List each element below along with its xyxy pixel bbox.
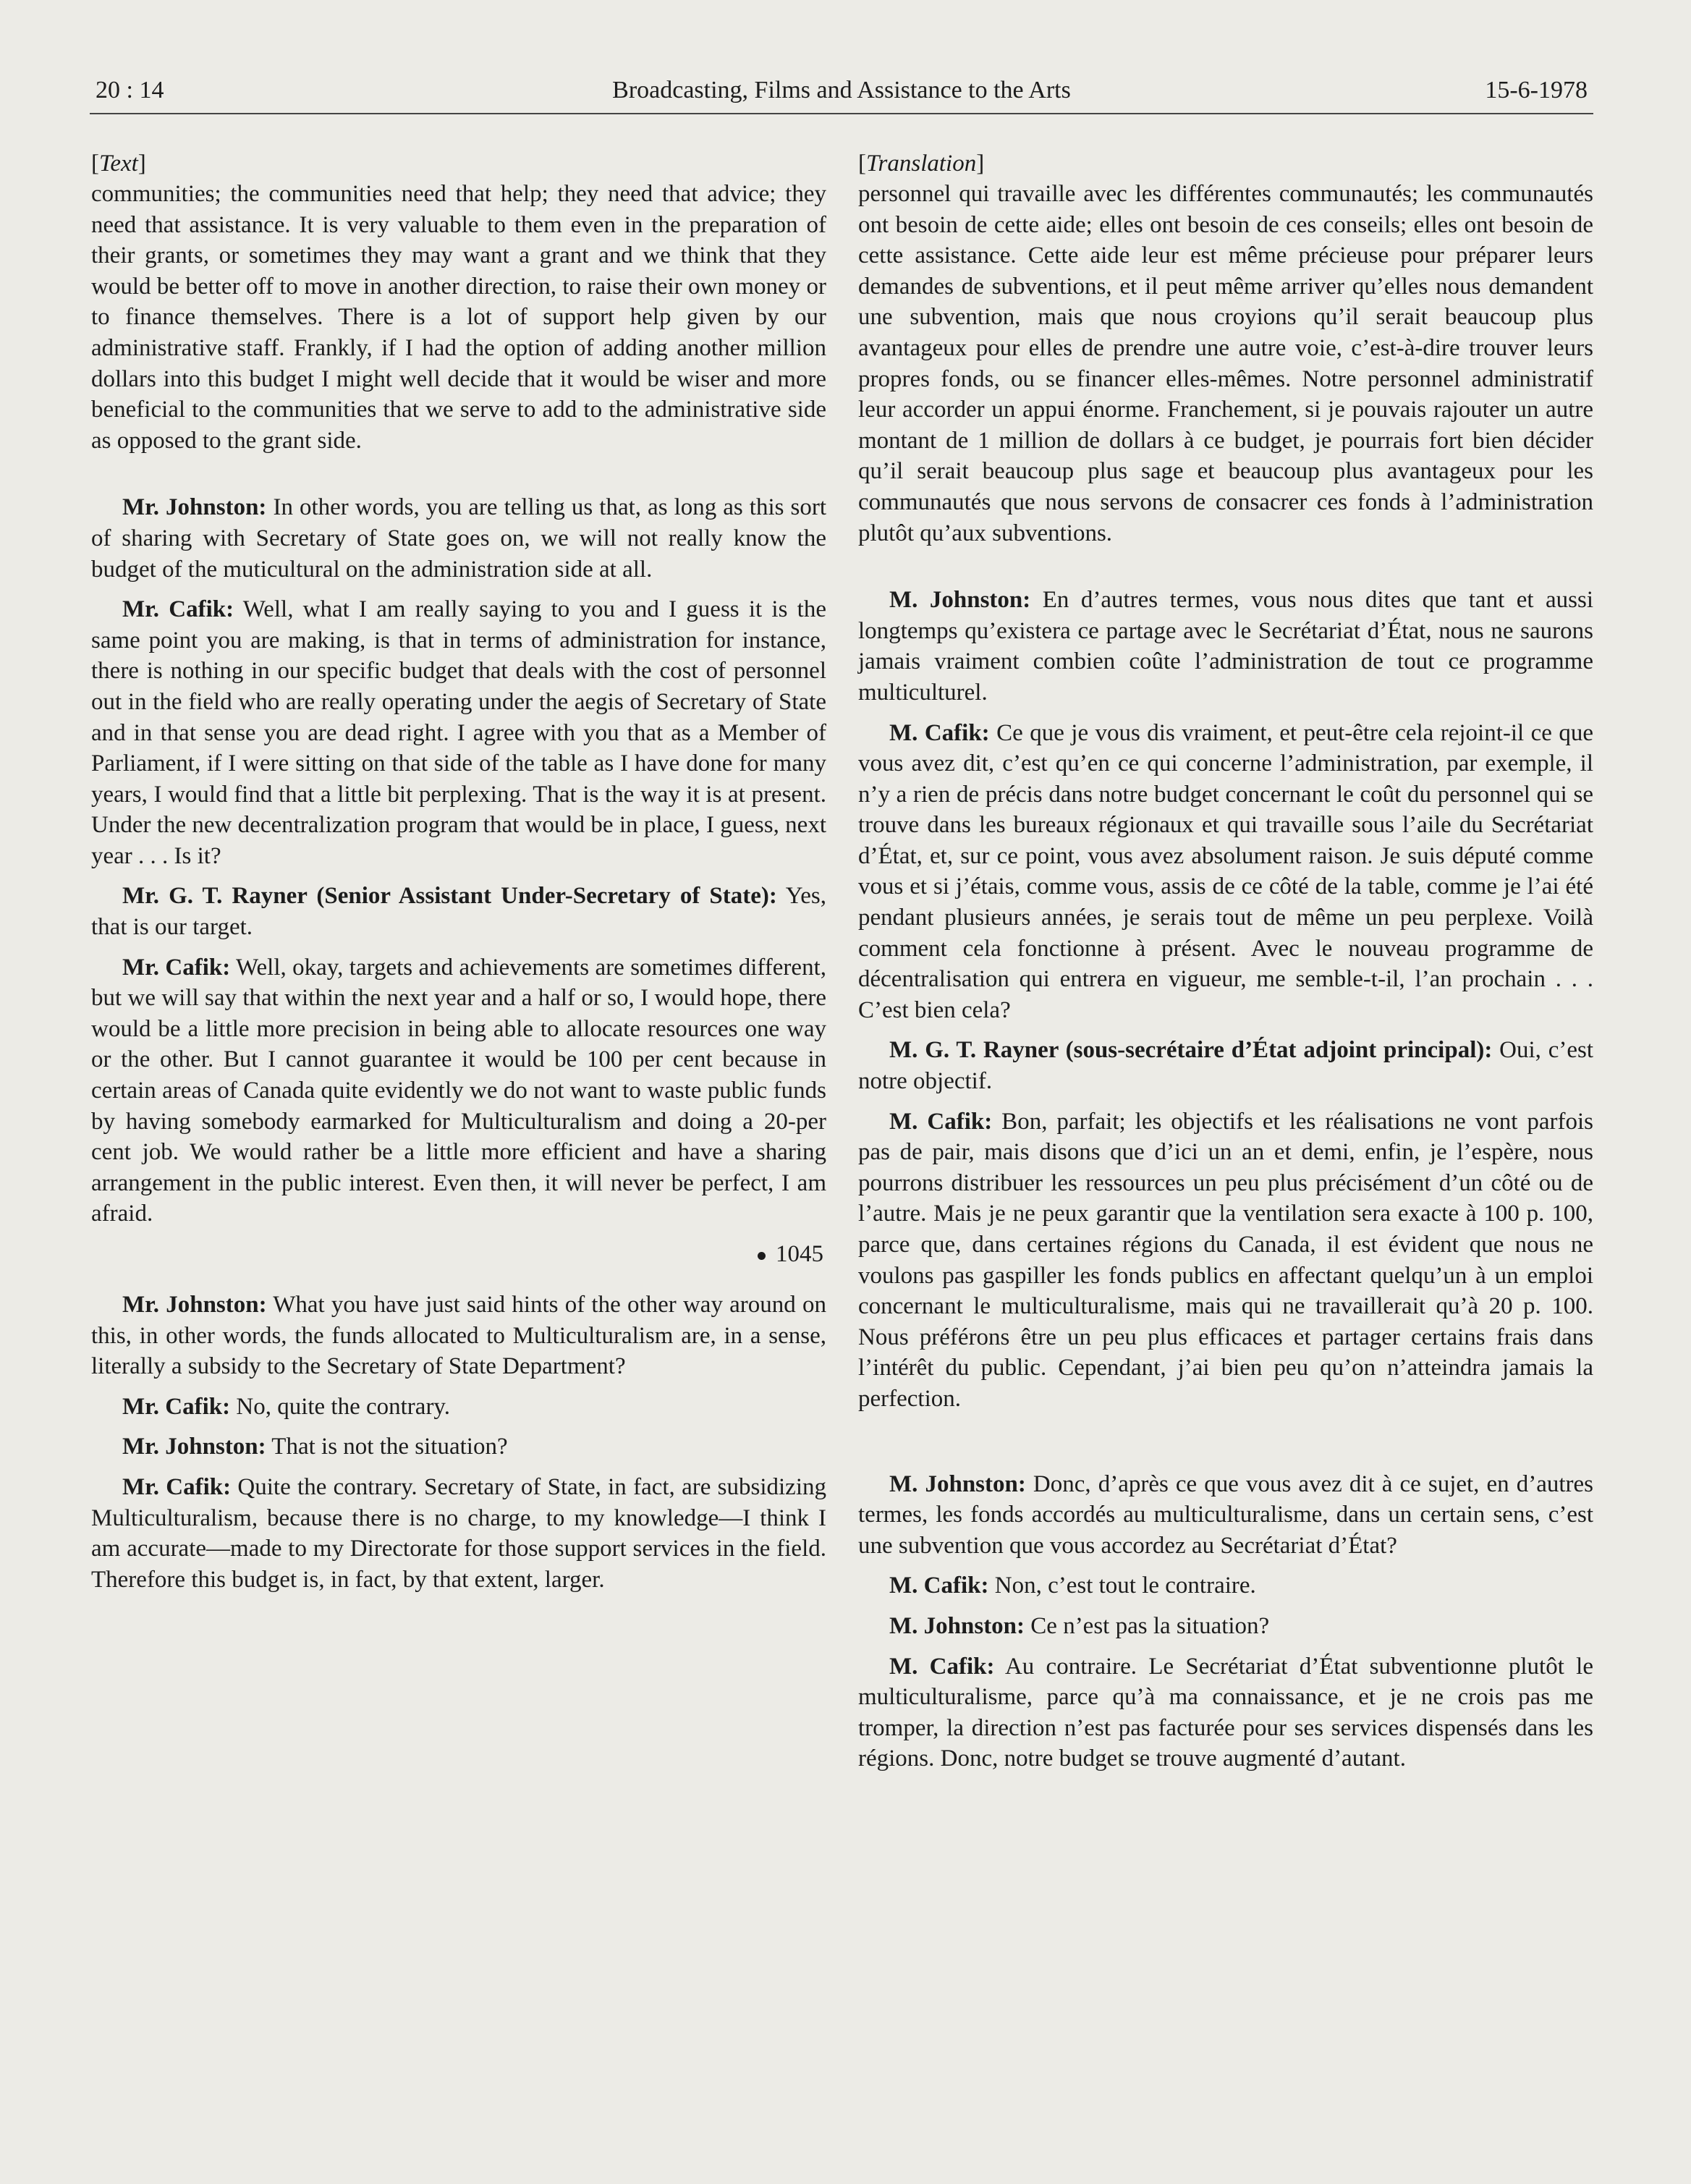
right-column-translation (858, 148, 1593, 1784)
paragraph: Mr. Johnston: In other words, you are telling us that, as long as this sort of sharing with Secretary of State goes on, we will not really know the budget of the muticultural on the administration side at all. (91, 494, 826, 583)
speaker-name: Mr. Cafik: (122, 1393, 231, 1420)
paragraph: M. Cafik: Non, c’est tout le contraire. (889, 1573, 1256, 1599)
paragraph: Mr. G. T. Rayner (Senior Assistant Under-Secretary of State): Yes, that is our target. (91, 883, 827, 941)
speaker-name: Mr. Cafik: (122, 596, 234, 623)
paragraph: Mr. Cafik: Quite the contrary. Secretary of State, in fact, are subsidizing Multiculturalism, because there is no charge, to my knowledge—I think I am accurate—made to my Directorate for those support services in the field. Therefore this budget is, in fact, by that extent, larger. (91, 1473, 826, 1593)
page-number: 20 : 14 (96, 77, 164, 103)
paragraph: Mr. Cafik: No, quite the contrary. (122, 1393, 451, 1420)
paragraph: M. Cafik: Bon, parfait; les objectifs et les réalisations ne vont parfois pas de pair, mais disons que d’ici un an et demi, enfin, je l’espère, nous pourrons distribuer les ressources un peu plus précisément d’un côté ou de l’autre. Mais je ne peux garantir que la ventilation sera exacte à 100 p. 100, parce que, dans certaines régions du Canada, il est évident que nous ne voulons pas gaspiller les fonds publics en affectant quelqu’un à un emploi concernant le multiculturalisme, mais qui ne travaillerait qu’à 20 p. 100. Nous préférons être un peu plus efficaces et partager certains frais dans l’intérêt du public. Cependant, j’ai bien peu qu’on n’atteindra jamais la perfection. (858, 1108, 1593, 1412)
paragraph: M. Johnston: Donc, d’après ce que vous avez dit à ce sujet, en d’autres termes, les fonds accordés au multiculturalisme, dans un certain sens, c’est une subvention que vous accordez au Secrétariat d’État? (858, 1470, 1593, 1559)
speaker-name: M. Cafik: (889, 1573, 989, 1599)
paragraph: Mr. Cafik: Well, okay, targets and achievements are sometimes different, but we will say that within the next year and a half or so, I would hope, there would be a little more precision in being able to allocate resources one way or the other. But I cannot guarantee it would be 100 per cent because in certain areas of Canada quite evidently we do not want to waste public funds by having somebody earmarked for Multiculturalism and doing a 20-per cent job. We would rather be a little more efficient and have a sharing arrangement in the public interest. Even then, it will never be perfect, I am afraid. (91, 954, 826, 1227)
speaker-name: M. Cafik: (889, 1653, 995, 1680)
paragraph: M. G. T. Rayner (sous-secrétaire d’État adjoint principal): Oui, c’est notre objectif. (858, 1037, 1593, 1095)
column-heading: [Text] (91, 151, 146, 177)
column-heading: [Translation] (858, 151, 985, 177)
header-date: 15-6-1978 (1485, 77, 1588, 103)
page-header (90, 72, 1593, 114)
paragraph: M. Cafik: Ce que je vous dis vraiment, et peut-être cela rejoint-il ce que vous avez dit, c’est qu’en ce qui concerne l’administration, par exemple, il n’y a rien de précis dans notre budget concernant le coût du personnel qui se trouve dans les bureaux régionaux et qui travaille sous l’aile du Secrétariat d’État, et, sur ce point, vous avez absolument raison. Je suis député comme vous et si j’étais, comme vous, assis de ce côté de la table, comme je l’ai été pendant plusieurs années, je serais tout de même un peu perplexe. Voilà comment cela fonctionne à présent. Avec le nouveau programme de décentralisation qui entrera en vigueur, me semble-t-il, l’an prochain . . . C’est bien cela? (858, 719, 1593, 1023)
speaker-name: Mr. Johnston: (122, 1434, 266, 1460)
paragraph: communities; the communities need that help; they need that advice; they need that assistance. It is very valuable to them even in the preparation of their grants, or sometimes they may want a grant and we think that they would be better off to move in another direction, to raise their own money or to finance themselves. There is a lot of support help given by our administrative staff. Frankly, if I had the option of adding another million dollars into this budget I might well decide that it would be wiser and more beneficial to the communities that we serve to add to the administrative side as opposed to the grant side. (91, 181, 826, 454)
running-title: Broadcasting, Films and Assistance to the Arts (612, 77, 1071, 103)
speaker-name: Mr. Cafik: (122, 1473, 232, 1500)
paragraph: M. Johnston: Ce n’est pas la situation? (889, 1612, 1270, 1639)
speaker-name: M. Johnston: (889, 587, 1031, 614)
left-column-text (91, 148, 826, 1604)
bullet-icon (758, 1252, 766, 1260)
speaker-name: Mr. Johnston: (122, 494, 267, 521)
speaker-name: M. G. T. Rayner (sous-secrétaire d’État adjoint principal): (889, 1037, 1493, 1064)
paragraph: Mr. Johnston: That is not the situation? (122, 1434, 508, 1460)
paragraph: Mr. Johnston: What you have just said hints of the other way around on this, in other words, the funds allocated to Multiculturalism are, in a sense, literally a subsidy to the Secretary of State Department? (91, 1292, 826, 1380)
paragraph: personnel qui travaille avec les différentes communautés; les communautés ont besoin de cette aide; elles ont besoin de ces conseils; elles ont besoin de cette assistance. Cette aide leur est même précieuse pour préparer leurs demandes de subventions, et il peut même arriver qu’elles nous demandent une subvention, mais que nous croyions qu’il serait beaucoup plus avantageux pour elles de prendre une autre voie, c’est-à-dire trouver leurs propres fonds, ou se financer elles-mêmes. Notre personnel administratif leur accorder un appui énorme. Franchement, si je pouvais rajouter un autre montant de 1 million de dollars à ce budget, je pourrais fort bien décider qu’il serait beaucoup plus sage et beaucoup plus avantageux pour les communautés que nous servons de consacrer ces fonds à l’administration plutôt qu’aux subventions. (858, 181, 1593, 546)
speaker-name: M. Cafik: (889, 719, 990, 746)
paragraph: Mr. Cafik: Well, what I am really saying to you and I guess it is the same point you are making, is that in terms of administration for instance, there is nothing in our specific budget that deals with the cost of personnel out in the field who are really operating under the aegis of Secretary of State and in that sense you are dead right. I agree with you that as a Member of Parliament, if I were sitting on that side of the table as I have done for many years, I would find that a little bit perplexing. That is the way it is at present. Under the new decentralization program that would be in place, I guess, next year . . . Is it? (91, 596, 826, 869)
speaker-name: Mr. Johnston: (122, 1292, 267, 1318)
paragraph: M. Cafik: Au contraire. Le Secrétariat d’État subventionne plutôt le multiculturalisme, parce qu’à ma connaissance, et je ne crois pas me tromper, la direction n’est pas facturée pour ses services dispensés dans les régions. Donc, notre budget se trouve augmenté d’autant. (858, 1653, 1593, 1772)
paragraph: M. Johnston: En d’autres termes, vous nous dites que tant et aussi longtemps qu’existera ce partage avec le Secrétariat d’État, nous ne saurons jamais vraiment combien coûte l’administration de tout ce programme multiculturel. (858, 587, 1593, 706)
speaker-name: M. Johnston: (889, 1612, 1025, 1639)
speaker-name: Mr. Cafik: (122, 954, 231, 981)
speaker-name: Mr. G. T. Rayner (Senior Assistant Under-Secretary of State): (122, 883, 777, 910)
speaker-name: M. Cafik: (889, 1108, 993, 1135)
time-marker: 1045 (91, 1239, 823, 1269)
speaker-name: M. Johnston: (889, 1470, 1026, 1497)
